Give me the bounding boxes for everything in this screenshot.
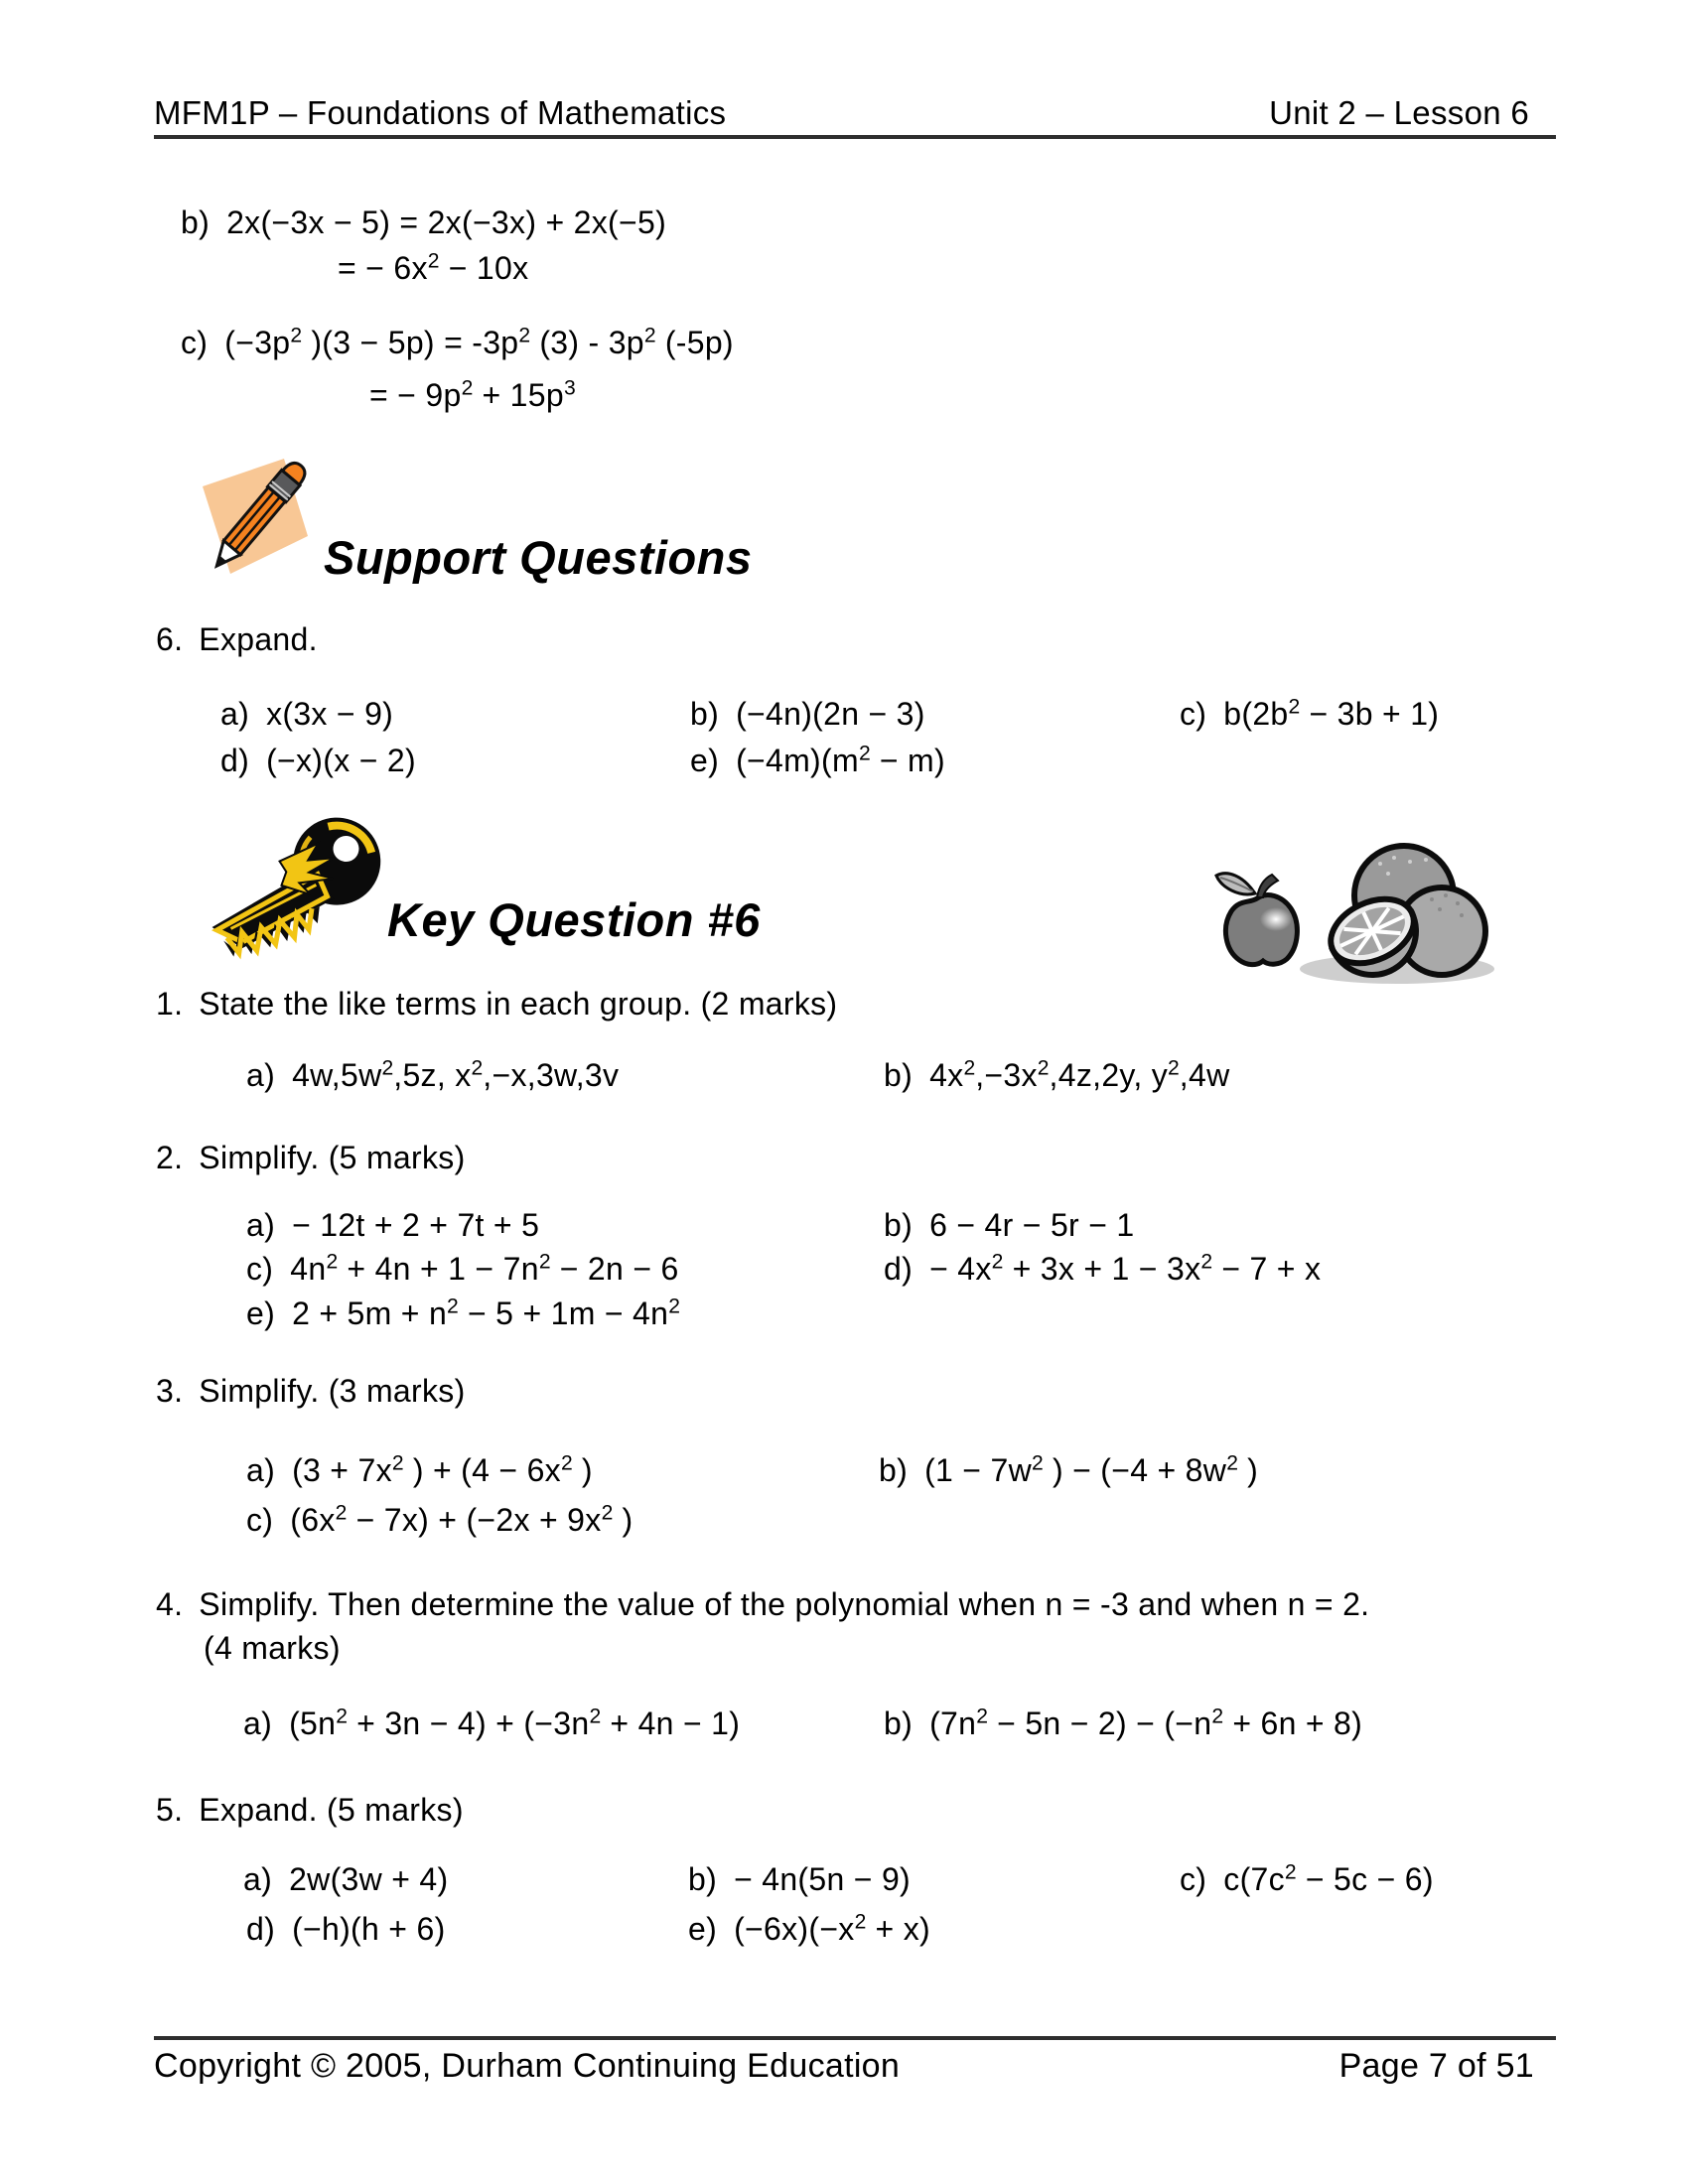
item-label: e) <box>690 743 720 778</box>
q3-item-a <box>246 1453 593 1488</box>
q2-item-c <box>246 1252 679 1287</box>
question-number: 3. <box>156 1373 184 1409</box>
item-formula: (−4n)(2n − 3) <box>736 696 925 732</box>
item-formula: $(-4m)(m^2 - m)$ <box>736 742 945 778</box>
q3-item-c <box>246 1503 633 1538</box>
question-text: Expand. (5 marks) <box>199 1792 464 1828</box>
item-formula: $4w,5w^2,5z$, $x^2,-x,3w,3v$ <box>292 1056 620 1093</box>
question-3 <box>156 1374 466 1409</box>
question-1 <box>156 987 837 1022</box>
item-label: d) <box>220 743 250 778</box>
q5-item-e <box>688 1912 930 1947</box>
item-label: a) <box>246 1452 276 1488</box>
q6-item-b <box>690 697 925 732</box>
item-label: e) <box>246 1296 276 1331</box>
item-label: c) <box>246 1251 274 1287</box>
question-number: 4. <box>156 1586 184 1622</box>
item-formula: $4x^2,-3x^2,4z,2y$, $y^2,4w$ <box>929 1056 1230 1093</box>
q5-item-a <box>243 1862 448 1897</box>
item-formula: $b(2b^2 - 3b + 1)$ <box>1223 695 1440 732</box>
item-label: b) <box>879 1452 909 1488</box>
item-formula: ($3 + 7x^2$ ) + ($4 - 6x^2$ ) <box>292 1451 593 1488</box>
item-label: c) <box>1180 696 1207 732</box>
footer-rule <box>154 2036 1556 2040</box>
item-label: b) <box>884 1057 914 1093</box>
q4-item-a <box>243 1706 740 1741</box>
worked-example-c-line2: = − $9p^2 + 15p^3$ <box>369 376 576 413</box>
question-text: Expand. <box>199 621 318 657</box>
item-label: a) <box>243 1861 273 1897</box>
item-formula: 6 − 4r − 5r − 1 <box>929 1207 1135 1243</box>
item-label: d) <box>884 1251 914 1287</box>
item-formula: 2w(3w + 4) <box>289 1861 449 1897</box>
q6-item-a <box>220 697 393 732</box>
apple <box>1216 874 1297 965</box>
q5-item-d <box>246 1912 446 1947</box>
question-number: 5. <box>156 1792 184 1828</box>
question-number: 6. <box>156 621 184 657</box>
item-formula: (−x)(x − 2) <box>266 743 416 778</box>
item-formula: − 4n(5n − 9) <box>734 1861 912 1897</box>
item-formula: $(6x^2 - 7x) + (-2x + 9x^2$ ) <box>290 1501 633 1538</box>
apple-and-oranges-illustration <box>1203 834 1496 988</box>
question-4-marks: (4 marks) <box>204 1630 341 1666</box>
item-formula: $4n^2 + 4n + 1 - 7n^2 - 2n - 6$ <box>290 1250 679 1287</box>
pencil-paper-icon <box>189 443 333 587</box>
key-question-title: Key Question #6 <box>387 893 761 946</box>
item-label: b) <box>688 1861 718 1897</box>
question-text: State the like terms in each group. (2 marks) <box>199 986 838 1022</box>
item-label: a) <box>246 1207 276 1243</box>
item-label: e) <box>688 1911 718 1947</box>
item-formula: − 12t + 2 + 7t + 5 <box>292 1207 540 1243</box>
q2-item-e <box>246 1297 680 1331</box>
item-label: c) <box>246 1502 274 1538</box>
q5-item-c <box>1180 1862 1434 1897</box>
item-formula: $(-6x)(-x^2 + x)$ <box>734 1910 930 1947</box>
worked-example-c-line1 <box>181 326 734 360</box>
footer-copyright: Copyright © 2005, Durham Continuing Education <box>154 2047 901 2085</box>
item-formula: 2x(−3x − 5) = 2x(−3x) + 2x(−5) <box>226 205 667 240</box>
worked-example-b-line2: = − $6x^2 - 10x$ <box>338 249 529 286</box>
item-formula: ($-3p^2$ )$(3 - 5p) = -3p^2$ $(3) - 3p^2$ (-5p) <box>224 324 734 360</box>
item-label: c) <box>1180 1861 1207 1897</box>
item-formula: $(5n^2 + 3n - 4) + (-3n^2 + 4n - 1)$ <box>289 1705 741 1741</box>
item-formula: $c(7c^2 - 5c - 6)$ <box>1223 1860 1434 1897</box>
item-formula: $2 + 5m + n^2 - 5 + 1m - 4n^2$ <box>292 1295 680 1331</box>
q1-item-a <box>246 1058 619 1093</box>
header-rule <box>154 135 1556 139</box>
question-2 <box>156 1141 466 1175</box>
footer-page-number: Page 7 of 51 <box>1338 2047 1534 2085</box>
item-label: b) <box>181 205 211 240</box>
q1-item-b <box>884 1058 1229 1093</box>
question-text: Simplify. (5 marks) <box>199 1140 466 1175</box>
q2-item-a <box>246 1208 539 1243</box>
question-text: Simplify. Then determine the value of the polynomial when n = -3 and when n = 2. <box>199 1586 1370 1622</box>
item-formula: $(7n^2 - 5n - 2) - (-n^2 + 6n + 8)$ <box>929 1705 1363 1741</box>
q2-item-b <box>884 1208 1134 1243</box>
q3-item-b <box>879 1453 1258 1488</box>
support-questions-title: Support Questions <box>324 531 753 584</box>
item-label: b) <box>884 1706 914 1741</box>
item-formula: (−h)(h + 6) <box>292 1911 446 1947</box>
item-formula: ($1 - 7w^2$ ) − ($-4 + 8w^2$ ) <box>924 1451 1259 1488</box>
item-label: b) <box>690 696 720 732</box>
question-number: 2. <box>156 1140 184 1175</box>
question-5 <box>156 1793 464 1828</box>
q5-item-b <box>688 1862 911 1897</box>
question-4 <box>156 1587 1369 1622</box>
key-icon <box>181 818 384 942</box>
q6-item-d <box>220 744 416 778</box>
header-unit-lesson: Unit 2 – Lesson 6 <box>1269 94 1529 131</box>
q2-item-d <box>884 1252 1321 1287</box>
support-question-6 <box>156 622 318 657</box>
item-label: a) <box>246 1057 276 1093</box>
worked-example-b-line1 <box>181 205 666 240</box>
item-label: d) <box>246 1911 276 1947</box>
item-label: a) <box>243 1706 273 1741</box>
question-text: Simplify. (3 marks) <box>199 1373 466 1409</box>
item-formula: x(3x − 9) <box>266 696 394 732</box>
header-course-title: MFM1P – Foundations of Mathematics <box>154 94 727 131</box>
item-label: a) <box>220 696 250 732</box>
q6-item-e <box>690 744 945 778</box>
item-label: b) <box>884 1207 914 1243</box>
question-number: 1. <box>156 986 184 1022</box>
q4-item-b <box>884 1706 1362 1741</box>
item-label: c) <box>181 325 209 360</box>
item-formula: − $4x^2 + 3x + 1 - 3x^2 - 7 + x$ <box>929 1250 1322 1287</box>
q6-item-c <box>1180 697 1439 732</box>
